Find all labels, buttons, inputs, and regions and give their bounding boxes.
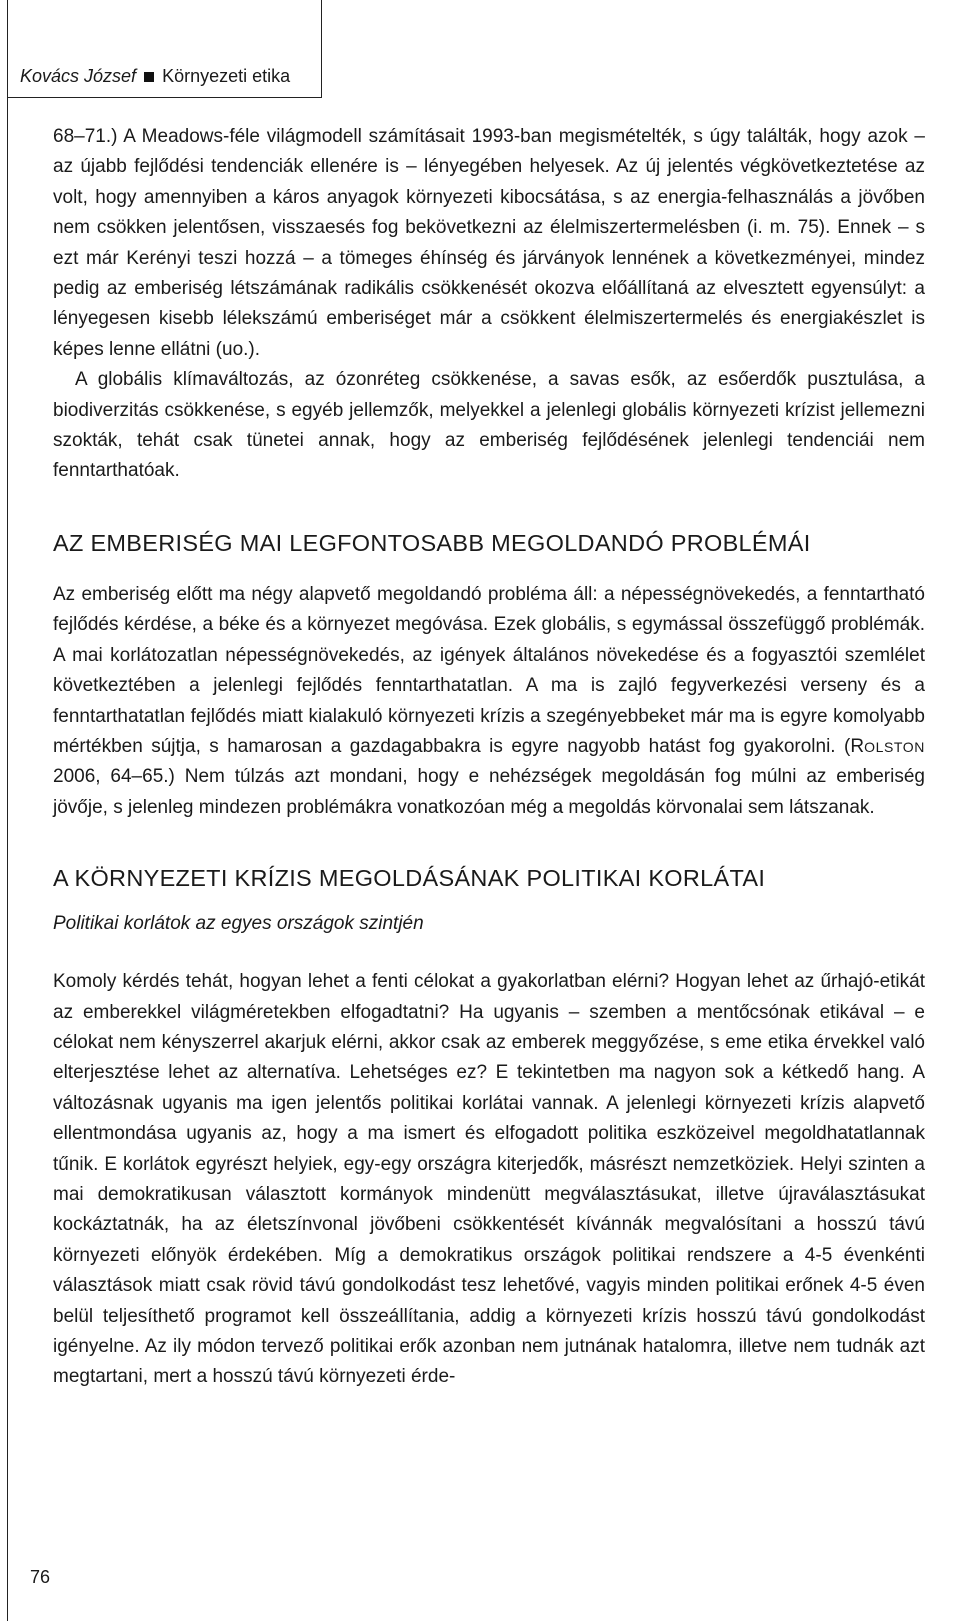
running-head [20,66,290,87]
paragraph-meadows: 68–71.) A Meadows-féle világmodell számításait 1993-ban megismételték, s úgy találták, hogy azok – az újabb fejlődési tendenciák ellenére is – lényegében helyesek. Az új jelentés végkövetkeztetése az volt, hogy amennyiben a káros anyagok környezeti kibocsátása, s az energia-felhasználás a jövőben nem csökken jelentősen, visszaesés fog bekövetkezni az élelmiszertermelésben (i. m. 75). Ennek – s ezt már Kerényi teszi hozzá – a tömeges éhínség és járványok lennének a következményei, mindez pedig az emberiség létszámának radikális csökkenését okozva előállítaná az elvesztett egyensúlyt: a lényegesen kisebb lélekszámú emberiséget már a csökkent élelmiszertermelés és energiakészlet is képes lenne ellátni (uo.). [53,126,925,360]
section-heading-problems: AZ EMBERISÉG MAI LEGFONTOSABB MEGOLDANDÓ PROBLÉMÁI [53,529,811,556]
running-head-title: Környezeti etika [162,66,291,86]
paragraph-political-constraints: Komoly kérdés tehát, hogyan lehet a fenti célokat a gyakorlatban elérni? Hogyan lehet az űrhajó-etikát az emberekkel világméretekben elfogadtatni? Ha ugyanis – szemben a mentőcsónak etikával – e célokat nem kényszerrel akarjuk elérni, akkor csak az emberek meggyőzése, s eme etika érvekkel való elterjesztése lehet az alternatíva. Lehetséges ez? E tekintetben ma nagyon sok a kétkedő hang. A változásnak ugyanis ma igen jelentős politikai korlátai vannak. A jelenlegi környezeti krízis alapvető ellentmondása ugyanis az, hogy a ma ismert és elfogadott politika eszközeivel megoldhatatlannak tűnik. E korlátok egyrészt helyiek, egy-egy országra kiterjedők, másrészt nemzetköziek. Helyi szinten a mai demokratikusan választott kormányok mindenütt megválasztásukat, illetve újraválasztásukat kockáztatnák, ha az életszínvonal jövőbeni csökkentését kívánnák megvalósítani a hosszú távú környezeti előnyök érdekében. Míg a demokratikus országok politikai rendszere a 4-5 évenkénti választások miatt csak rövid távú gondolkodást tesz lehetővé, vagyis minden politikai erőnek 4-5 éven belül teljesíthető programot kell összeállítania, addig a környezeti krízis hosszú távú gondolkodást igényelne. Az ily módon tervező politikai erők azonban nem jutnának hatalomra, illetve nem tudnák azt megtartani, mert a hosszú távú környezeti érde- [53,971,925,1388]
citation-author-initial: R [850,735,865,757]
page-number: 76 [30,1567,51,1587]
section-heading-political-limits: A KÖRNYEZETI KRÍZIS MEGOLDÁSÁNAK POLITIKAI KORLÁTAI [53,865,766,892]
subsection-heading-national-level: Politikai korlátok az egyes országok szintjén [53,913,424,935]
running-head-author: Kovács József [20,66,137,86]
paragraph-four-problems: Az emberiség előtt ma négy alapvető megoldandó probléma áll: a népességnövekedés, a fenntartható fejlődés kérdése, a béke és a környezet megóvása. Ezek globális, s egymással összefüggő problémák. A mai korlátozatlan népességnövekedés, az igények általános növekedése és a fogyasztói szemlélet következtében a jelenlegi fejlődés fenntarthatatlan. A ma is zajló fegyverkezési verseny és a fenntarthatatlan fejlődés miatt kialakuló környezeti krízis a szegényebbeket már ma is egyre komolyabb mértékben sújtja, s hamarosan a gazdagabbakra is egyre nagyobb hatást fog gyakorolni. (ROLSTON 2006, 64–65.) Nem túlzás azt mondani, hogy e nehézségek megoldásán fog múlni az emberiség jövője, s jelenleg mindezen problémákra vonatkozóan még a megoldás körvonalai sem látszanak. [53,583,925,818]
citation-author-rest: OLSTON [864,738,925,755]
page-body [53,122,925,1393]
square-bullet-icon [144,72,154,82]
left-margin-rule [7,97,8,1621]
paragraph-symptoms: A globális klímaváltozás, az ózonréteg csökkenése, a savas esők, az esőerdők pusztulása, a biodiverzitás csökkenése, s egyéb jellemzők, melyekkel a jelenlegi globális környezeti krízist jellemezni szokták, tehát csak tünetei annak, hogy az emberiség fejlődésének jelenlegi tendenciái nem fenntarthatóak. [53,369,925,482]
